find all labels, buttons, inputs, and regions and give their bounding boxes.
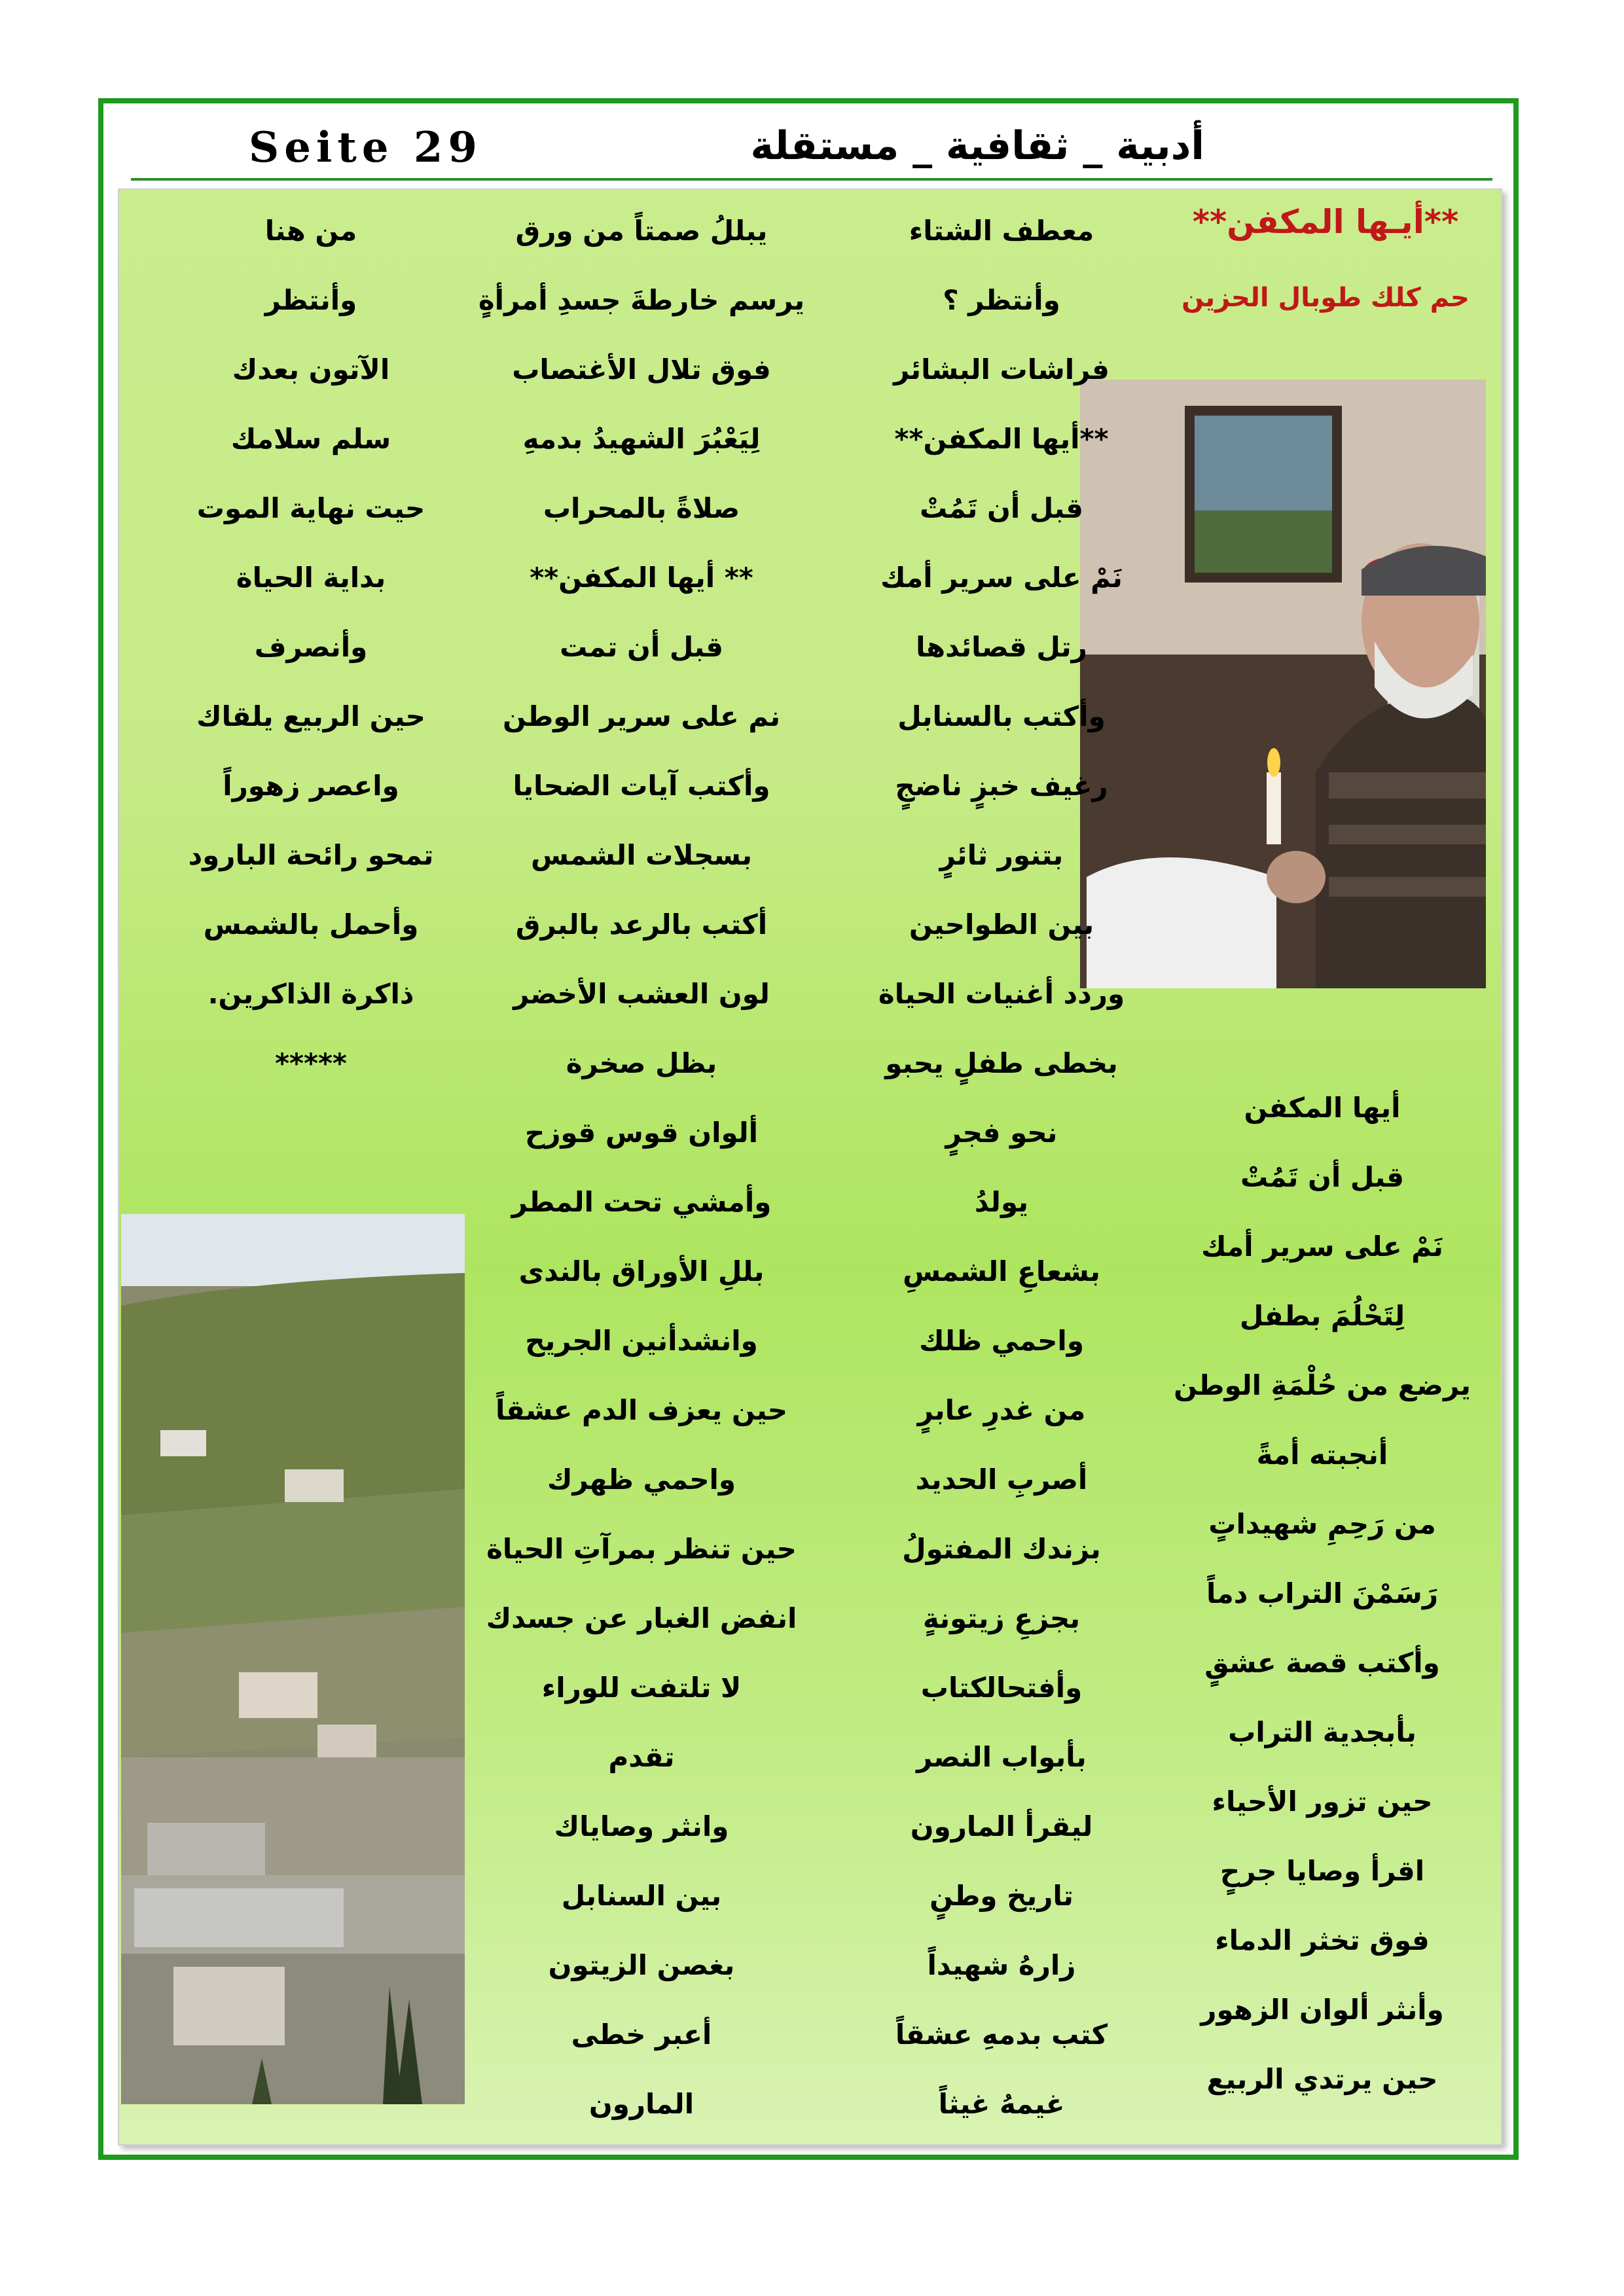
poem-line: يبللُ صمتاً من ورق xyxy=(515,215,768,247)
poem-line: رَسَمْنَ التراب دماً xyxy=(1206,1577,1439,1609)
poem-line: وأكتب بالسنابل xyxy=(897,700,1106,732)
poem-line: المارون xyxy=(588,2088,695,2120)
poem-line: واحمي ظلك xyxy=(919,1325,1084,1357)
poem-line: لون العشب الأخضر xyxy=(513,978,770,1010)
poem-line: أنجبته أمةً xyxy=(1256,1439,1388,1471)
poem-line: ألوان قوس قوزح xyxy=(524,1117,759,1149)
poem-line: حين الربيع يلقاك xyxy=(196,700,425,732)
poem-line: كتب بدمهِ عشقاً xyxy=(895,2018,1108,2051)
poem-title: **أيـها المكفن** xyxy=(1192,203,1459,241)
poem-line: لا تلتفت للوراء xyxy=(541,1672,742,1704)
poem-line: نحو فجرٍ xyxy=(945,1117,1058,1149)
poem-line: نَمْ على سرير أمك xyxy=(880,562,1123,594)
poem-line: بأبواب النصر xyxy=(916,1741,1087,1773)
poem-line: فوق تخثر الدماء xyxy=(1215,1924,1430,1956)
poem-line: بسجلات الشمس xyxy=(531,839,752,871)
page-header xyxy=(131,123,1492,175)
poem-line: من رَحِمِ شهيداتٍ xyxy=(1208,1508,1436,1540)
poem-line: وأكتب آيات الضحايا xyxy=(513,770,770,802)
poem-line: انفض الغبار عن جسدك xyxy=(486,1602,797,1634)
header-divider xyxy=(131,178,1492,181)
poem-line: حين يعزف الدم عشقاً xyxy=(495,1394,788,1426)
poem-line: ** أيها المكفن** xyxy=(530,562,753,594)
poem-line: بداية الحياة xyxy=(236,562,386,594)
poem-line: وأنتظر ؟ xyxy=(943,284,1060,316)
poem-line: الآتون بعدك xyxy=(232,353,390,386)
poem-line: بين الطواحين xyxy=(909,908,1094,941)
poem-line: من غدرِ عابرٍ xyxy=(917,1394,1086,1426)
poem-line: وأنتظر xyxy=(264,284,357,316)
poem-line: بزندك المفتولُ xyxy=(902,1533,1101,1565)
poem-line: رغيف خبزٍ ناضجٍ xyxy=(895,770,1108,802)
poem-column-2 xyxy=(465,196,818,2139)
page-number: Seite 29 xyxy=(249,123,482,172)
poem-line: ذاكرة الذاكرين. xyxy=(208,978,414,1010)
poem-line: رتل قصائدها xyxy=(916,631,1087,663)
poem-line: تقدم xyxy=(608,1741,675,1773)
poem-line: واعصر زهوراً xyxy=(223,770,399,802)
poem-end-marker: ***** xyxy=(275,1047,347,1079)
poem-line: قبل أن تَمُتْ xyxy=(1240,1161,1404,1193)
poem-line: فوق تلال الأغتصاب xyxy=(512,353,771,386)
poem-line: زارهُ شهيداً xyxy=(927,1949,1076,1981)
poem-line: أكتب بالرعد بالبرق xyxy=(515,908,768,941)
poem-line: اقرأ وصايا جرحٍ xyxy=(1219,1855,1425,1887)
poem-line: حين تزور الأحياء xyxy=(1212,1785,1433,1818)
poem-line: لِتَحْلُمَ بطفل xyxy=(1239,1300,1405,1332)
poem-line: واحمي ظهرك xyxy=(547,1463,736,1496)
poem-line: وأكتب قصة عشقٍ xyxy=(1204,1647,1440,1679)
poet-name: حم كلك طوبال الحزين xyxy=(1182,283,1470,313)
poem-line: وانشدأنين الجريح xyxy=(525,1325,758,1357)
poem-line: يولدُ xyxy=(974,1186,1029,1218)
poem-line: تاريخ وطنٍ xyxy=(929,1880,1074,1912)
poem-line: نَمْ على سرير أمك xyxy=(1201,1230,1443,1263)
poem-line: وأحمل بالشمس xyxy=(203,908,419,941)
poem-line: من هنا xyxy=(264,215,357,247)
poem-line: ليقرأ المارون xyxy=(910,1810,1093,1842)
poem-line: حين يرتدي الربيع xyxy=(1206,2063,1438,2095)
poem-column-4 xyxy=(1159,1073,1486,2114)
poem-line: صلاةً بالمحراب xyxy=(543,492,740,524)
poem-line: وأنصرف xyxy=(254,631,368,663)
poem-line: تمحو رائحة البارود xyxy=(188,839,434,871)
poem-line: بشعاعِ الشمسِ xyxy=(903,1255,1100,1287)
poem-line: بأبجدية التراب xyxy=(1228,1716,1416,1748)
poem-line: يرسم خارطةَ جسدِ أمرأةٍ xyxy=(478,284,805,316)
magazine-title: أدبية _ ثقافية _ مستقلة xyxy=(750,123,1204,169)
poem-line: لِيَعْبُرَ الشهيدُ بدمهِ xyxy=(522,423,761,455)
landscape-photo xyxy=(121,1214,465,2104)
poem-line: بظل صخرة xyxy=(566,1047,717,1079)
poem-line: وأنثر ألوان الزهور xyxy=(1200,1994,1444,2026)
poem-line: بخطى طفلٍ يحبو xyxy=(885,1047,1118,1079)
poem-line: **أيها المكفن** xyxy=(894,423,1109,455)
poem-line: أيها المكفن xyxy=(1244,1092,1401,1124)
poem-line: حين تنظر بمرآتِ الحياة xyxy=(486,1533,797,1565)
poem-line: وأفتحالكتاب xyxy=(920,1672,1083,1704)
poem-line: نم على سرير الوطن xyxy=(502,700,781,732)
poem-line: يرضع من حُلْمَةِ الوطن xyxy=(1174,1369,1471,1401)
poem-line: وأمشي تحت المطر xyxy=(511,1186,772,1218)
poem-line: قبل أن تَمُتْ xyxy=(919,492,1083,524)
poem-line: غيمهُ غيثاً xyxy=(938,2088,1065,2120)
poem-line: بجزعِ زيتونةٍ xyxy=(922,1602,1081,1634)
poem-line: أصربِ الحديد xyxy=(915,1463,1088,1496)
poem-column-3 xyxy=(144,196,478,1098)
poem-line: فراشات البشائر xyxy=(893,353,1110,386)
poem-line: بين السنابل xyxy=(561,1880,722,1912)
poem-column-1 xyxy=(818,196,1185,2139)
poem-line: وانثر وصاياك xyxy=(554,1810,729,1842)
poem-line: وردد أغنيات الحياة xyxy=(878,978,1125,1010)
poem-line: بللِ الأوراق بالندى xyxy=(518,1255,765,1287)
poem-line: بتنور ثائرٍ xyxy=(939,839,1064,871)
poem-line: أعبر خطى xyxy=(571,2018,712,2051)
poem-line: سلم سلامك xyxy=(230,423,391,455)
poem-line: بغصن الزيتون xyxy=(548,1949,735,1981)
poem-line: حيت نهاية الموت xyxy=(196,492,425,524)
poem-line: معطف الشتاء xyxy=(909,215,1094,247)
poem-line: قبل أن تمت xyxy=(559,631,723,663)
